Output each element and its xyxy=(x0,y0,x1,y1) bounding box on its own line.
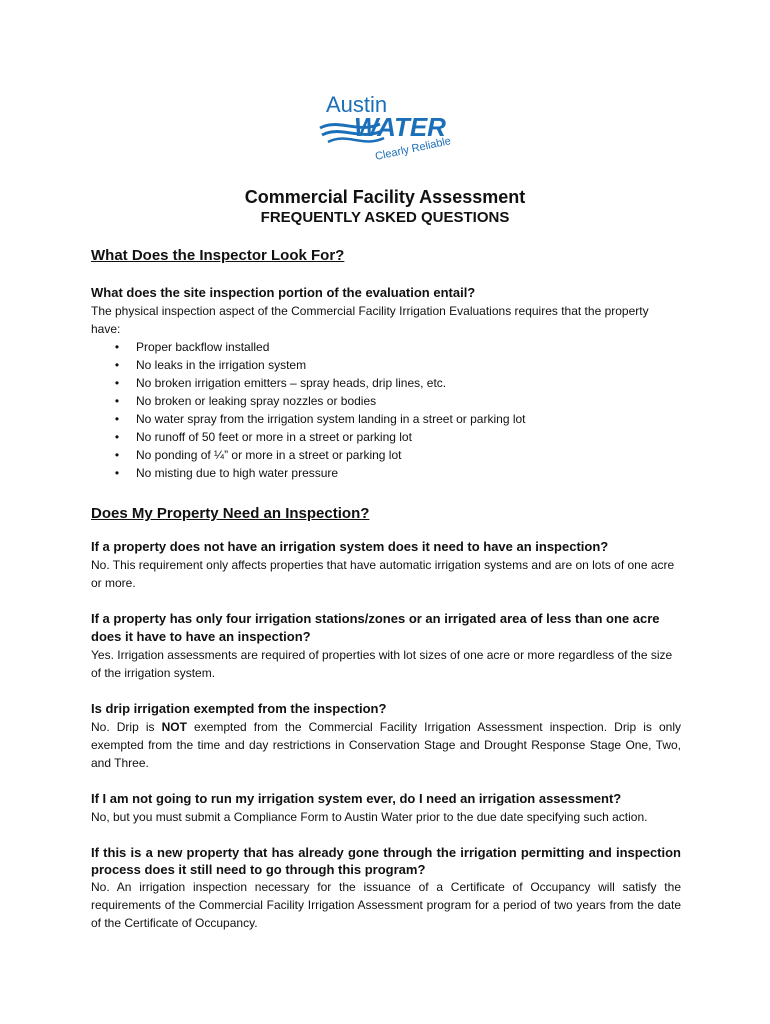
answer-never-run-system: No, but you must submit a Compliance Form to Austin Water prior to the due date specifying such action. xyxy=(91,810,648,824)
list-item: • No water spray from the irrigation system landing in a street or parking lot xyxy=(111,410,681,428)
inspection-requirements-list xyxy=(91,338,681,482)
answer-drip-emphasis: NOT xyxy=(161,720,187,734)
faq-content xyxy=(91,246,681,932)
question-never-run-system: If I am not going to run my irrigation system ever, do I need an irrigation assessment? xyxy=(91,791,622,806)
list-item: • No broken irrigation emitters – spray heads, drip lines, etc. xyxy=(111,374,681,392)
answer-drip-exempt: No. Drip is NOT exempted from the Commercial Facility Irrigation Assessment inspection. Drip is only exempted from the time and day restrictions in Conservation Stage and Drought Response Stage One, Two, and Three. xyxy=(91,720,681,770)
section-heading-inspector: What Does the Inspector Look For? xyxy=(91,247,345,264)
bullet-icon: • xyxy=(114,394,120,408)
question-site-inspection: What does the site inspection portion of the evaluation entail? xyxy=(91,285,476,300)
logo-tagline: Clearly Reliable xyxy=(374,135,452,163)
question-drip-exempt: Is drip irrigation exempted from the inspection? xyxy=(91,701,387,716)
answer-new-property: No. An irrigation inspection necessary for the issuance of a Certificate of Occupancy will satisfy the requirements of the Commercial Facility Irrigation Assessment program for a period of two years from the date of the Certificate of Occupancy. xyxy=(91,880,681,930)
bullet-icon: • xyxy=(114,358,120,372)
section-heading-need-inspection: Does My Property Need an Inspection? xyxy=(91,505,370,522)
bullet-icon: • xyxy=(114,448,120,462)
bullet-icon: • xyxy=(114,430,120,444)
list-item: • Proper backflow installed xyxy=(111,338,681,356)
list-item: • No ponding of ¼” or more in a street or parking lot xyxy=(111,446,681,464)
austin-water-logo-graphic xyxy=(318,88,468,168)
answer-four-stations: Yes. Irrigation assessments are required of properties with lot sizes of one acre or more regardless of the size of the irrigation system. xyxy=(91,648,673,680)
list-item: • No leaks in the irrigation system xyxy=(111,356,681,374)
page-title: Commercial Facility Assessment xyxy=(244,187,526,207)
answer-site-inspection: The physical inspection aspect of the Commercial Facility Irrigation Evaluations requires that the property have: xyxy=(91,304,649,336)
list-item: • No broken or leaking spray nozzles or bodies xyxy=(111,392,681,410)
bullet-icon: • xyxy=(114,412,120,426)
logo-line2: WATER xyxy=(354,112,446,142)
list-item: • No misting due to high water pressure xyxy=(111,464,681,482)
answer-no-irrigation-system: No. This requirement only affects properties that have automatic irrigation systems and are on lots of one acre or more. xyxy=(91,558,675,590)
question-new-property: If this is a new property that has already gone through the irrigation permitting and inspection process does it still need to go through this program? xyxy=(91,845,681,877)
logo-line1: Austin xyxy=(326,92,388,117)
bullet-icon: • xyxy=(114,376,120,390)
question-no-irrigation-system: If a property does not have an irrigation system does it need to have an inspection? xyxy=(91,539,609,554)
bullet-icon: • xyxy=(114,340,120,354)
list-item: • No runoff of 50 feet or more in a street or parking lot xyxy=(111,428,681,446)
title-block xyxy=(0,186,770,228)
bullet-icon: • xyxy=(114,466,120,480)
page-subtitle: FREQUENTLY ASKED QUESTIONS xyxy=(260,209,510,226)
austin-water-logo xyxy=(318,88,468,168)
question-four-stations: If a property has only four irrigation stations/zones or an irrigated area of less than one acre does it have to have an inspection? xyxy=(91,611,660,644)
